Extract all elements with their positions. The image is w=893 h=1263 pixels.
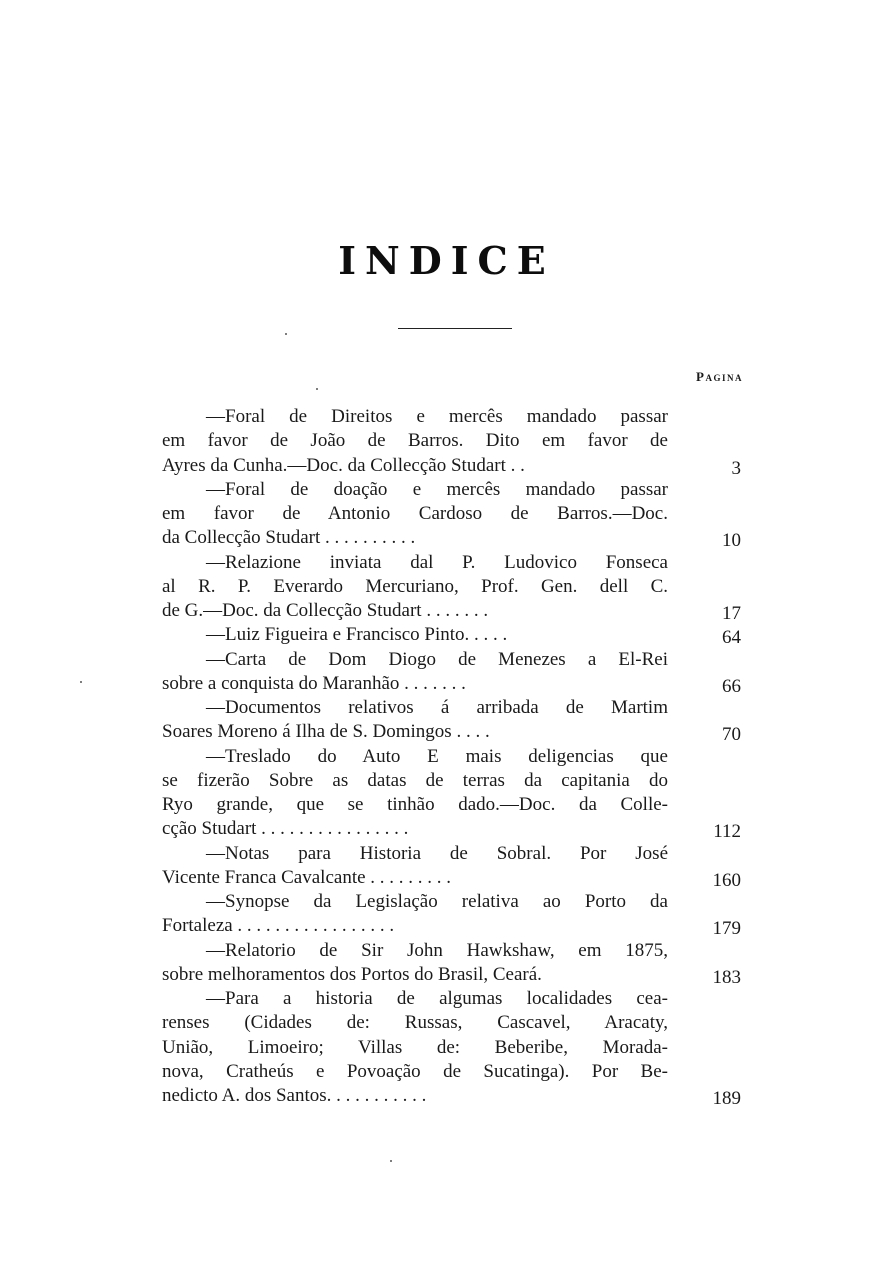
print-speck <box>316 388 318 390</box>
toc-line <box>162 842 747 866</box>
toc-page-number: 64 <box>722 627 741 649</box>
toc-entry <box>162 987 747 1108</box>
toc-line <box>162 478 747 502</box>
toc-entry-text: Fortaleza . . . . . . . . . . . . . . . . . <box>162 915 395 937</box>
toc-page-number: 10 <box>722 530 741 552</box>
toc-line <box>162 575 747 599</box>
toc-line <box>162 672 747 696</box>
toc-line <box>162 745 747 769</box>
toc-line <box>162 551 747 575</box>
toc-entry-text: sobre melhoramentos dos Portos do Brasil, Ceará. <box>162 963 542 985</box>
toc-page-number: 183 <box>712 966 741 988</box>
toc-entry <box>162 696 747 745</box>
toc-line <box>162 405 747 429</box>
toc-entry-text: nedicto A. dos Santos. . . . . . . . . . . <box>162 1085 427 1106</box>
toc-line <box>162 720 747 744</box>
print-speck <box>80 681 82 683</box>
toc-entry-text: Ryo grande, que se tinhão dado.—Doc. da Colle- <box>162 794 668 815</box>
toc-entry-text: União, Limoeiro; Villas de: Beberibe, Morada- <box>162 1036 668 1058</box>
toc-entry-text: —Notas para Historia de Sobral. Por José <box>206 842 668 864</box>
toc-page-number: 70 <box>722 724 741 746</box>
toc-entry <box>162 939 747 988</box>
toc-line <box>162 963 747 987</box>
title-rule <box>398 328 512 329</box>
toc-entry-text: —Treslado do Auto E mais deligencias que <box>206 745 668 767</box>
print-speck <box>390 1160 392 1162</box>
toc-page-number: 160 <box>712 869 741 891</box>
toc-page-number: 17 <box>722 603 741 624</box>
toc-line <box>162 502 747 526</box>
print-speck <box>285 333 287 335</box>
page-title: INDICE <box>338 238 555 283</box>
toc-entry-text: —Foral de doação e mercês mandado passar <box>206 478 668 500</box>
toc-entry <box>162 745 747 842</box>
toc-entry-text: —Foral de Direitos e mercês mandado passar <box>206 406 668 427</box>
toc-entry <box>162 478 747 551</box>
toc-entry-text: —Carta de Dom Diogo de Menezes a El-Rei <box>206 648 668 670</box>
toc-line <box>162 769 747 793</box>
toc-line <box>162 623 747 647</box>
toc-line <box>162 526 747 550</box>
toc-entry-text: Soares Moreno á Ilha de S. Domingos . . . . <box>162 721 490 743</box>
toc-entry-text: Ayres da Cunha.—Doc. da Collecção Studart . . <box>162 454 525 476</box>
table-of-contents <box>162 405 747 1108</box>
toc-page-number: 189 <box>712 1088 741 1109</box>
toc-line <box>162 429 747 453</box>
toc-entry-text: em favor de Antonio Cardoso de Barros.—Doc. <box>162 503 668 524</box>
toc-entry <box>162 405 747 478</box>
page-column-label: Pagina <box>696 369 743 384</box>
toc-line <box>162 939 747 963</box>
toc-line <box>162 696 747 720</box>
toc-line <box>162 914 747 938</box>
toc-entry-text: —Documentos relativos á arribada de Martim <box>206 697 668 718</box>
toc-entry <box>162 623 747 647</box>
toc-entry-text: —Relazione inviata dal P. Ludovico Fonseca <box>206 551 668 573</box>
toc-entry-text: de G.—Doc. da Collecção Studart . . . . . . . <box>162 600 489 621</box>
toc-line <box>162 890 747 914</box>
toc-line <box>162 599 747 623</box>
toc-line <box>162 648 747 672</box>
toc-line <box>162 1084 747 1108</box>
toc-entry-text: —Synopse da Legislação relativa ao Porto da <box>206 891 668 912</box>
toc-line <box>162 454 747 478</box>
toc-entry <box>162 648 747 697</box>
toc-entry <box>162 842 747 891</box>
toc-page-number: 66 <box>722 675 741 697</box>
toc-entry-text: se fizerão Sobre as datas de terras da capitania do <box>162 769 668 791</box>
toc-entry-text: sobre a conquista do Maranhão . . . . . . . <box>162 672 466 694</box>
toc-entry-text: —Relatorio de Sir John Hawkshaw, em 1875, <box>206 939 668 961</box>
toc-entry-text: em favor de João de Barros. Dito em favor de <box>162 430 668 452</box>
toc-line <box>162 1060 747 1084</box>
toc-entry <box>162 551 747 624</box>
toc-entry-text: —Luiz Figueira e Francisco Pinto. . . . . <box>206 624 508 646</box>
toc-line <box>162 866 747 890</box>
toc-page-number: 112 <box>713 821 741 843</box>
toc-line <box>162 817 747 841</box>
toc-entry-text: renses (Cidades de: Russas, Cascavel, Aracaty, <box>162 1012 668 1034</box>
toc-entry <box>162 890 747 939</box>
toc-line <box>162 987 747 1011</box>
toc-line <box>162 1036 747 1060</box>
toc-entry-text: da Collecção Studart . . . . . . . . . . <box>162 527 416 549</box>
toc-entry-text: nova, Cratheús e Povoação de Sucatinga). Por Be- <box>162 1060 668 1082</box>
toc-page-number: 3 <box>731 457 741 479</box>
toc-entry-text: cção Studart . . . . . . . . . . . . . . . . <box>162 818 409 840</box>
toc-entry-text: Vicente Franca Cavalcante . . . . . . . . . <box>162 866 452 888</box>
toc-line <box>162 1011 747 1035</box>
toc-entry-text: —Para a historia de algumas localidades cea- <box>206 988 668 1009</box>
toc-entry-text: al R. P. Everardo Mercuriano, Prof. Gen. dell C. <box>162 575 668 597</box>
toc-page-number: 179 <box>712 918 741 940</box>
toc-line <box>162 793 747 817</box>
